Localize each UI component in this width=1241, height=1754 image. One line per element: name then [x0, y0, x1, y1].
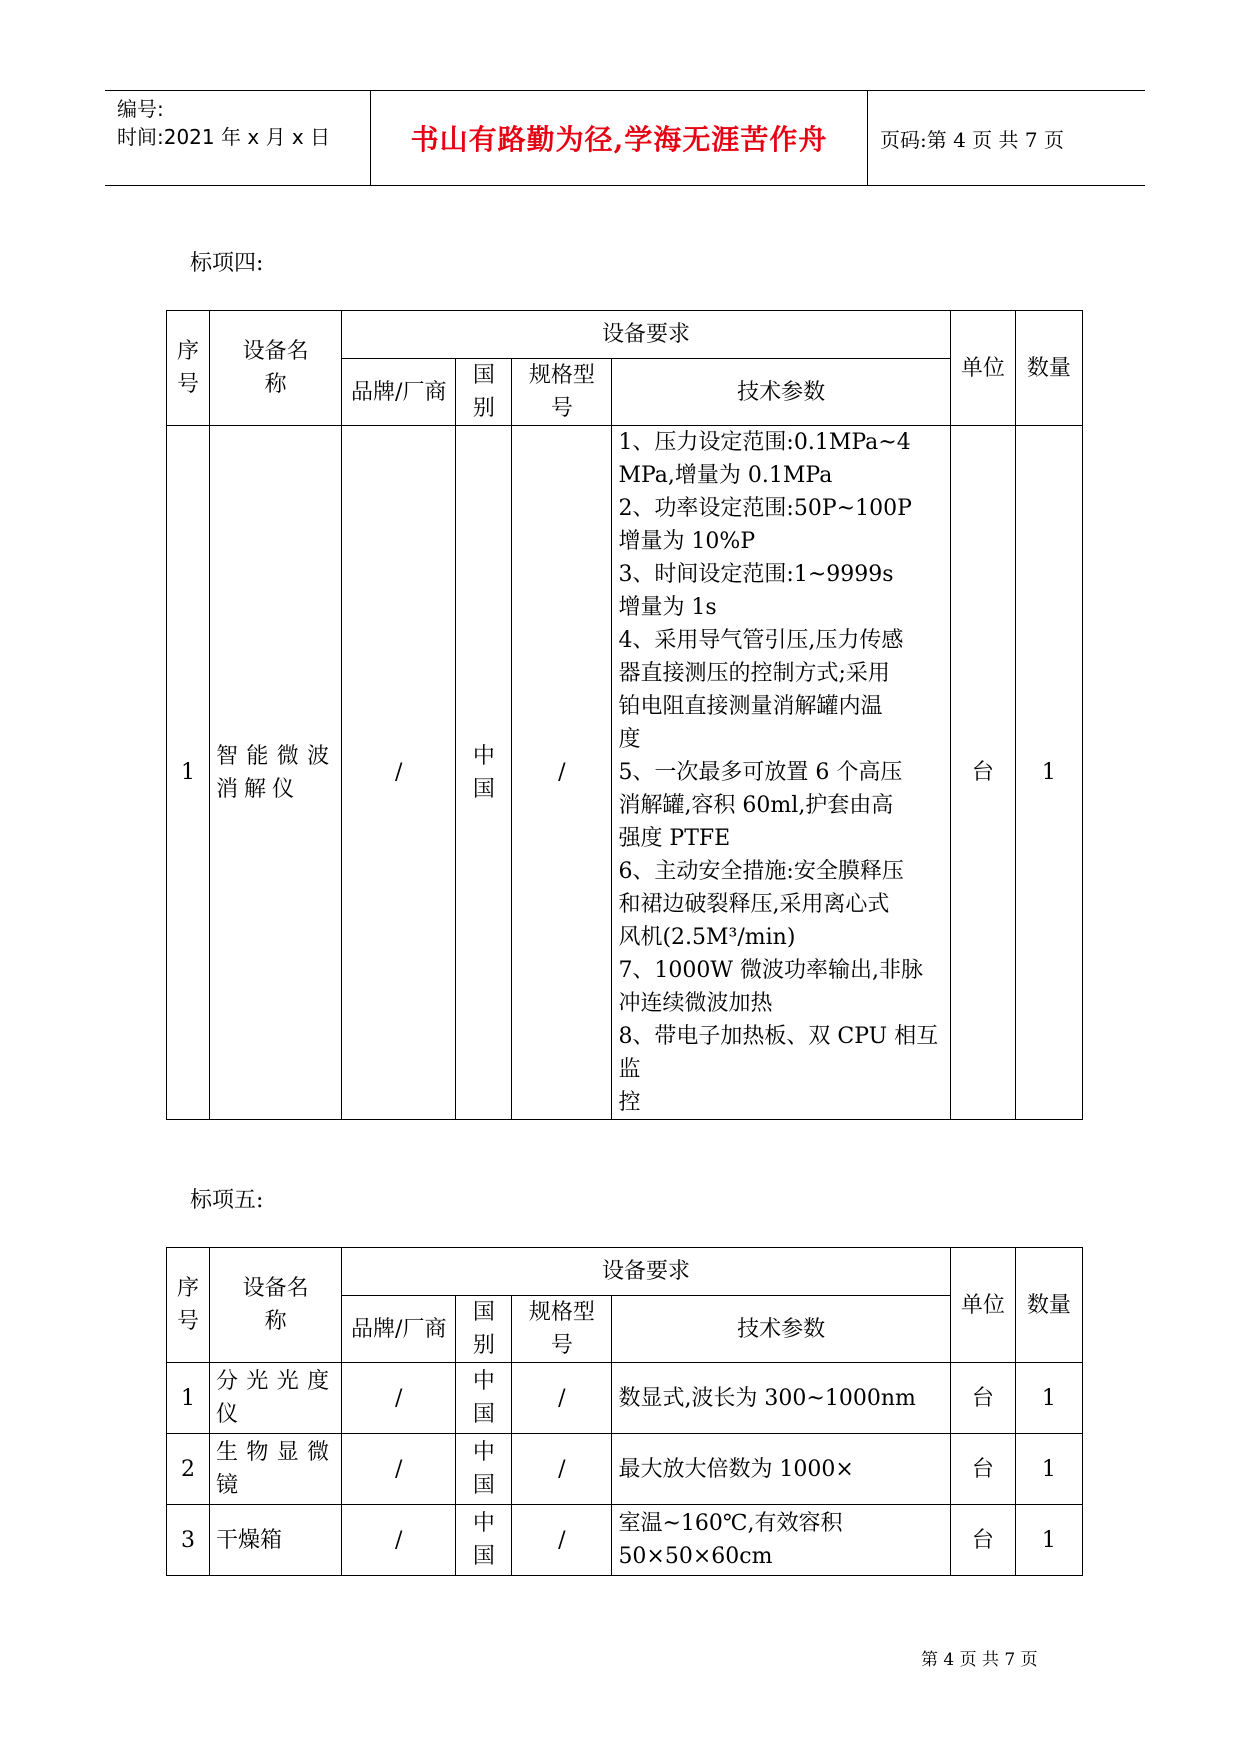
cell-brand: /	[342, 1434, 456, 1505]
tech-line: 度	[618, 727, 641, 752]
section-title-4: 标项四:	[190, 251, 264, 276]
doc-number-label: 编号:	[117, 97, 164, 121]
cell-tech: 数显式,波长为 300~1000nm	[612, 1363, 950, 1434]
header-unit: 单位	[950, 1248, 1015, 1363]
cell-model: /	[512, 1505, 612, 1576]
header-country: 国别	[456, 1296, 512, 1363]
doc-time-label: 时间:2021 年 x 月 x 日	[117, 125, 331, 149]
header-model: 规格型号	[512, 1296, 612, 1363]
tech-line: 3、时间设定范围:1~9999s	[618, 562, 894, 587]
header-unit: 单位	[950, 311, 1015, 426]
header-requirements: 设备要求	[342, 311, 951, 359]
cell-country: 中国	[456, 426, 512, 1120]
cell-unit: 台	[950, 1434, 1015, 1505]
tech-line: 增量为 1s	[618, 595, 717, 620]
header-info-cell	[105, 91, 371, 185]
cell-seq: 2	[167, 1434, 210, 1505]
cell-seq: 1	[167, 426, 210, 1120]
cell-brand: /	[342, 426, 456, 1120]
tech-line: 风机(2.5M³/min)	[618, 925, 796, 950]
cell-brand: /	[342, 1363, 456, 1434]
page-footer: 第 4 页 共 7 页	[921, 1650, 1038, 1670]
cell-name: 分光光度仪	[210, 1363, 342, 1434]
cell-name: 干燥箱	[210, 1505, 342, 1576]
cell-brand: /	[342, 1505, 456, 1576]
header-slogan: 书山有路勤为径,学海无涯苦作舟	[371, 91, 868, 185]
header-tech: 技术参数	[612, 359, 950, 426]
tech-line: 和裙边破裂释压,采用离心式	[618, 892, 890, 917]
cell-qty: 1	[1015, 1363, 1082, 1434]
tech-line: 控	[618, 1090, 641, 1115]
tech-line: 增量为 10%P	[618, 529, 756, 554]
cell-seq: 3	[167, 1505, 210, 1576]
cell-country: 中国	[456, 1434, 512, 1505]
header-qty: 数量	[1015, 1248, 1082, 1363]
page-header	[105, 90, 1145, 186]
tech-line: 8、带电子加热板、双 CPU 相互监	[618, 1024, 939, 1082]
tech-line: 7、1000W 微波功率输出,非脉	[618, 958, 924, 983]
header-page-label: 页码:第 4 页 共 7 页	[880, 127, 1064, 152]
header-name: 设备名称	[210, 1248, 342, 1363]
header-tech: 技术参数	[612, 1296, 950, 1363]
cell-unit: 台	[950, 426, 1015, 1120]
cell-tech: 最大放大倍数为 1000×	[612, 1434, 950, 1505]
header-brand: 品牌/厂商	[342, 1296, 456, 1363]
tech-line: 6、主动安全措施:安全膜释压	[618, 859, 904, 884]
tech-line: 2、功率设定范围:50P~100P	[618, 496, 912, 521]
tech-line: 1、压力设定范围:0.1MPa~4	[618, 430, 911, 455]
tech-line: 冲连续微波加热	[618, 991, 773, 1016]
tech-line: MPa,增量为 0.1MPa	[618, 463, 833, 488]
cell-tech: 室温~160℃,有效容积 50×50×60cm	[612, 1505, 950, 1576]
cell-country: 中国	[456, 1505, 512, 1576]
cell-model: /	[512, 426, 612, 1120]
tech-line: 5、一次最多可放置 6 个高压	[618, 760, 903, 785]
cell-qty: 1	[1015, 426, 1082, 1120]
header-seq: 序号	[167, 1248, 210, 1363]
cell-model: /	[512, 1434, 612, 1505]
header-qty: 数量	[1015, 311, 1082, 426]
cell-qty: 1	[1015, 1505, 1082, 1576]
cell-seq: 1	[167, 1363, 210, 1434]
tech-line: 强度 PTFE	[618, 826, 731, 851]
tech-line: 4、采用导气管引压,压力传感	[618, 628, 904, 653]
header-model: 规格型号	[512, 359, 612, 426]
header-requirements: 设备要求	[342, 1248, 951, 1296]
header-seq: 序号	[167, 311, 210, 426]
cell-qty: 1	[1015, 1434, 1082, 1505]
cell-tech	[612, 426, 950, 1120]
tech-line: 消解罐,容积 60ml,护套由高	[618, 793, 894, 818]
tech-line: 器直接测压的控制方式;采用	[618, 661, 890, 686]
cell-name: 智能微波消解仪	[210, 426, 342, 1120]
cell-unit: 台	[950, 1505, 1015, 1576]
cell-model: /	[512, 1363, 612, 1434]
cell-unit: 台	[950, 1363, 1015, 1434]
cell-name: 生物显微镜	[210, 1434, 342, 1505]
section-title-5: 标项五:	[190, 1188, 264, 1213]
header-country: 国别	[456, 359, 512, 426]
header-brand: 品牌/厂商	[342, 359, 456, 426]
equipment-table-5	[166, 1247, 1083, 1576]
tech-line: 铂电阻直接测量消解罐内温	[618, 694, 883, 719]
cell-country: 中国	[456, 1363, 512, 1434]
equipment-table-4	[166, 310, 1083, 1120]
header-name: 设备名称	[210, 311, 342, 426]
